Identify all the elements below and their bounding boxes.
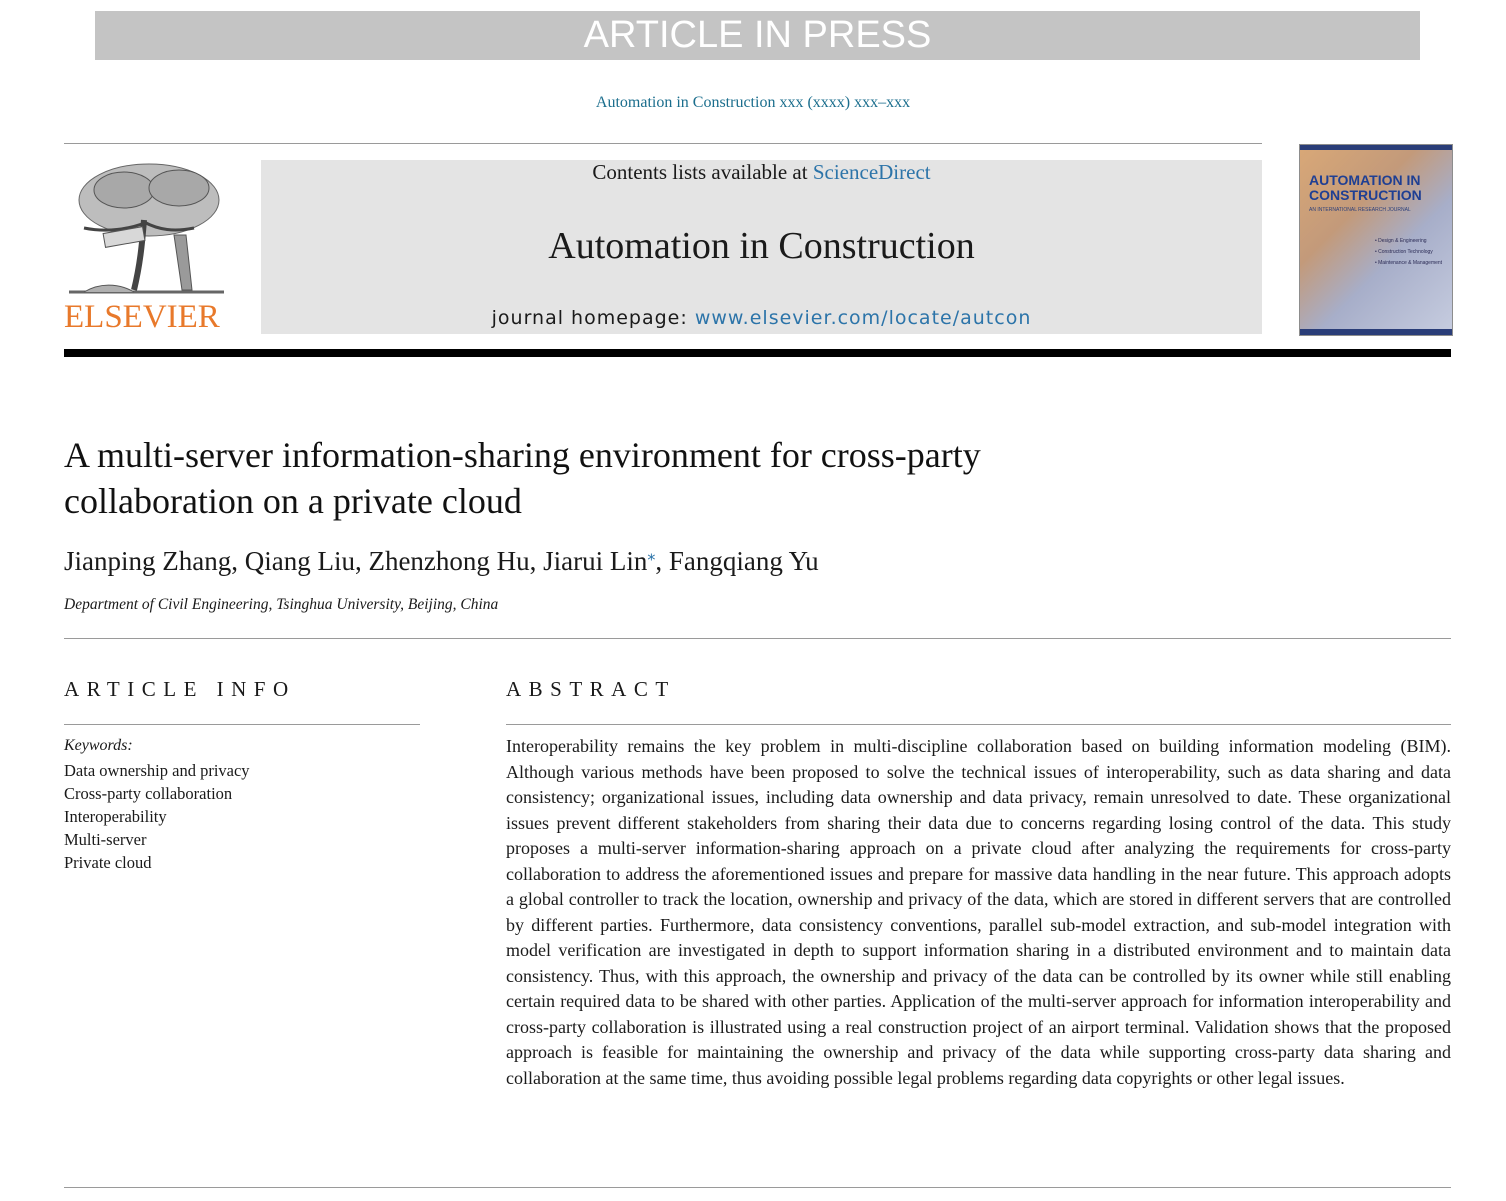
cover-topic: • Design & Engineering [1375,238,1427,244]
cover-topic: • Construction Technology [1375,249,1433,255]
author-list [64,545,1264,577]
masthead-thick-divider [64,349,1451,357]
keywords-label: Keywords: [64,737,133,754]
keyword-item: Cross-party collaboration [64,784,233,803]
article-title: A multi-server information-sharing environment for cross-party collaboration on a private cloud [64,435,981,521]
elsevier-logo[interactable] [64,160,226,336]
article-in-press-banner: ARTICLE IN PRESS [95,11,1420,60]
tree-logo-icon [64,160,226,300]
corresponding-author-mark[interactable]: ⁎ [647,547,656,564]
contents-prefix: Contents lists available at [592,160,813,184]
keyword-item: Data ownership and privacy [64,761,250,780]
sciencedirect-link[interactable]: ScienceDirect [812,160,931,184]
section-divider [64,638,1451,639]
abstract-heading: ABSTRACT [506,677,676,701]
cover-title: AUTOMATION IN CONSTRUCTION [1309,172,1422,203]
keyword-list [64,759,250,874]
keyword-item: Private cloud [64,853,152,872]
abstract-divider [506,724,1451,725]
journal-masthead [261,160,1262,334]
author-affiliation: Department of Civil Engineering, Tsinghua University, Beijing, China [64,596,499,613]
authors-last[interactable]: , Fangqiang Yu [655,546,819,576]
authors-main[interactable]: Jianping Zhang, Qiang Liu, Zhenzhong Hu, Jiarui Lin [64,546,648,576]
journal-cover-image[interactable] [1299,144,1453,336]
article-info-heading: ARTICLE INFO [64,677,296,701]
elsevier-wordmark: ELSEVIER [64,299,220,335]
homepage-prefix: journal homepage: [491,307,695,329]
homepage-line [261,307,1262,329]
cover-bottom-bar [1300,329,1452,335]
footer-divider [64,1187,1451,1188]
cover-topic: • Maintenance & Management [1375,260,1443,266]
contents-available-line [261,160,1262,184]
cover-top-bar [1300,145,1452,150]
keyword-item: Multi-server [64,830,147,849]
homepage-link[interactable]: www.elsevier.com/locate/autcon [694,307,1032,329]
abstract-text: Interoperability remains the key problem in multi-discipline collaboration based on building information modeling (BIM). Although various methods have been proposed to solve the technical issues of interoperability, such as data sharing and data consistency; organizational issues, including data ownership and data privacy, remain unresolved to date. These organizational issues prevent different stakeholders from sharing their data due to concerns regarding losing control of the data. This study proposes a multi-server information-sharing approach on a private cloud after analyzing the requirements for cross-party collaboration to address the aforementioned issues and prepare for massive data handling in the near future. This approach adopts a global controller to track the location, ownership and privacy of the data, which are stored in different servers that are controlled by different parties. Furthermore, data consistency conventions, parallel sub-model extraction, and sub-model integration with model verification are investigated in depth to support information sharing in a distributed environment and to maintain data consistency. Thus, with this approach, the ownership and privacy of the data can be controlled by its owner while still enabling certain required data to be shared with other parties. Application of the multi-server approach for information interoperability and cross-party collaboration is illustrated using a real construction project of an airport terminal. Validation shows that the proposed approach is feasible for maintaining the ownership and privacy of the data while supporting cross-party data sharing and collaboration at the same time, thus avoiding possible legal problems regarding data copyrights or other legal issues. [506,736,1451,1088]
journal-citation-link[interactable]: Automation in Construction xxx (xxxx) xxx–xxx [595,94,911,111]
keyword-item: Interoperability [64,807,167,826]
journal-name: Automation in Construction [548,225,975,267]
cover-subtitle: AN INTERNATIONAL RESEARCH JOURNAL [1309,207,1411,213]
header-divider [64,143,1262,144]
article-info-divider [64,724,420,725]
cover-topics [1375,238,1451,271]
